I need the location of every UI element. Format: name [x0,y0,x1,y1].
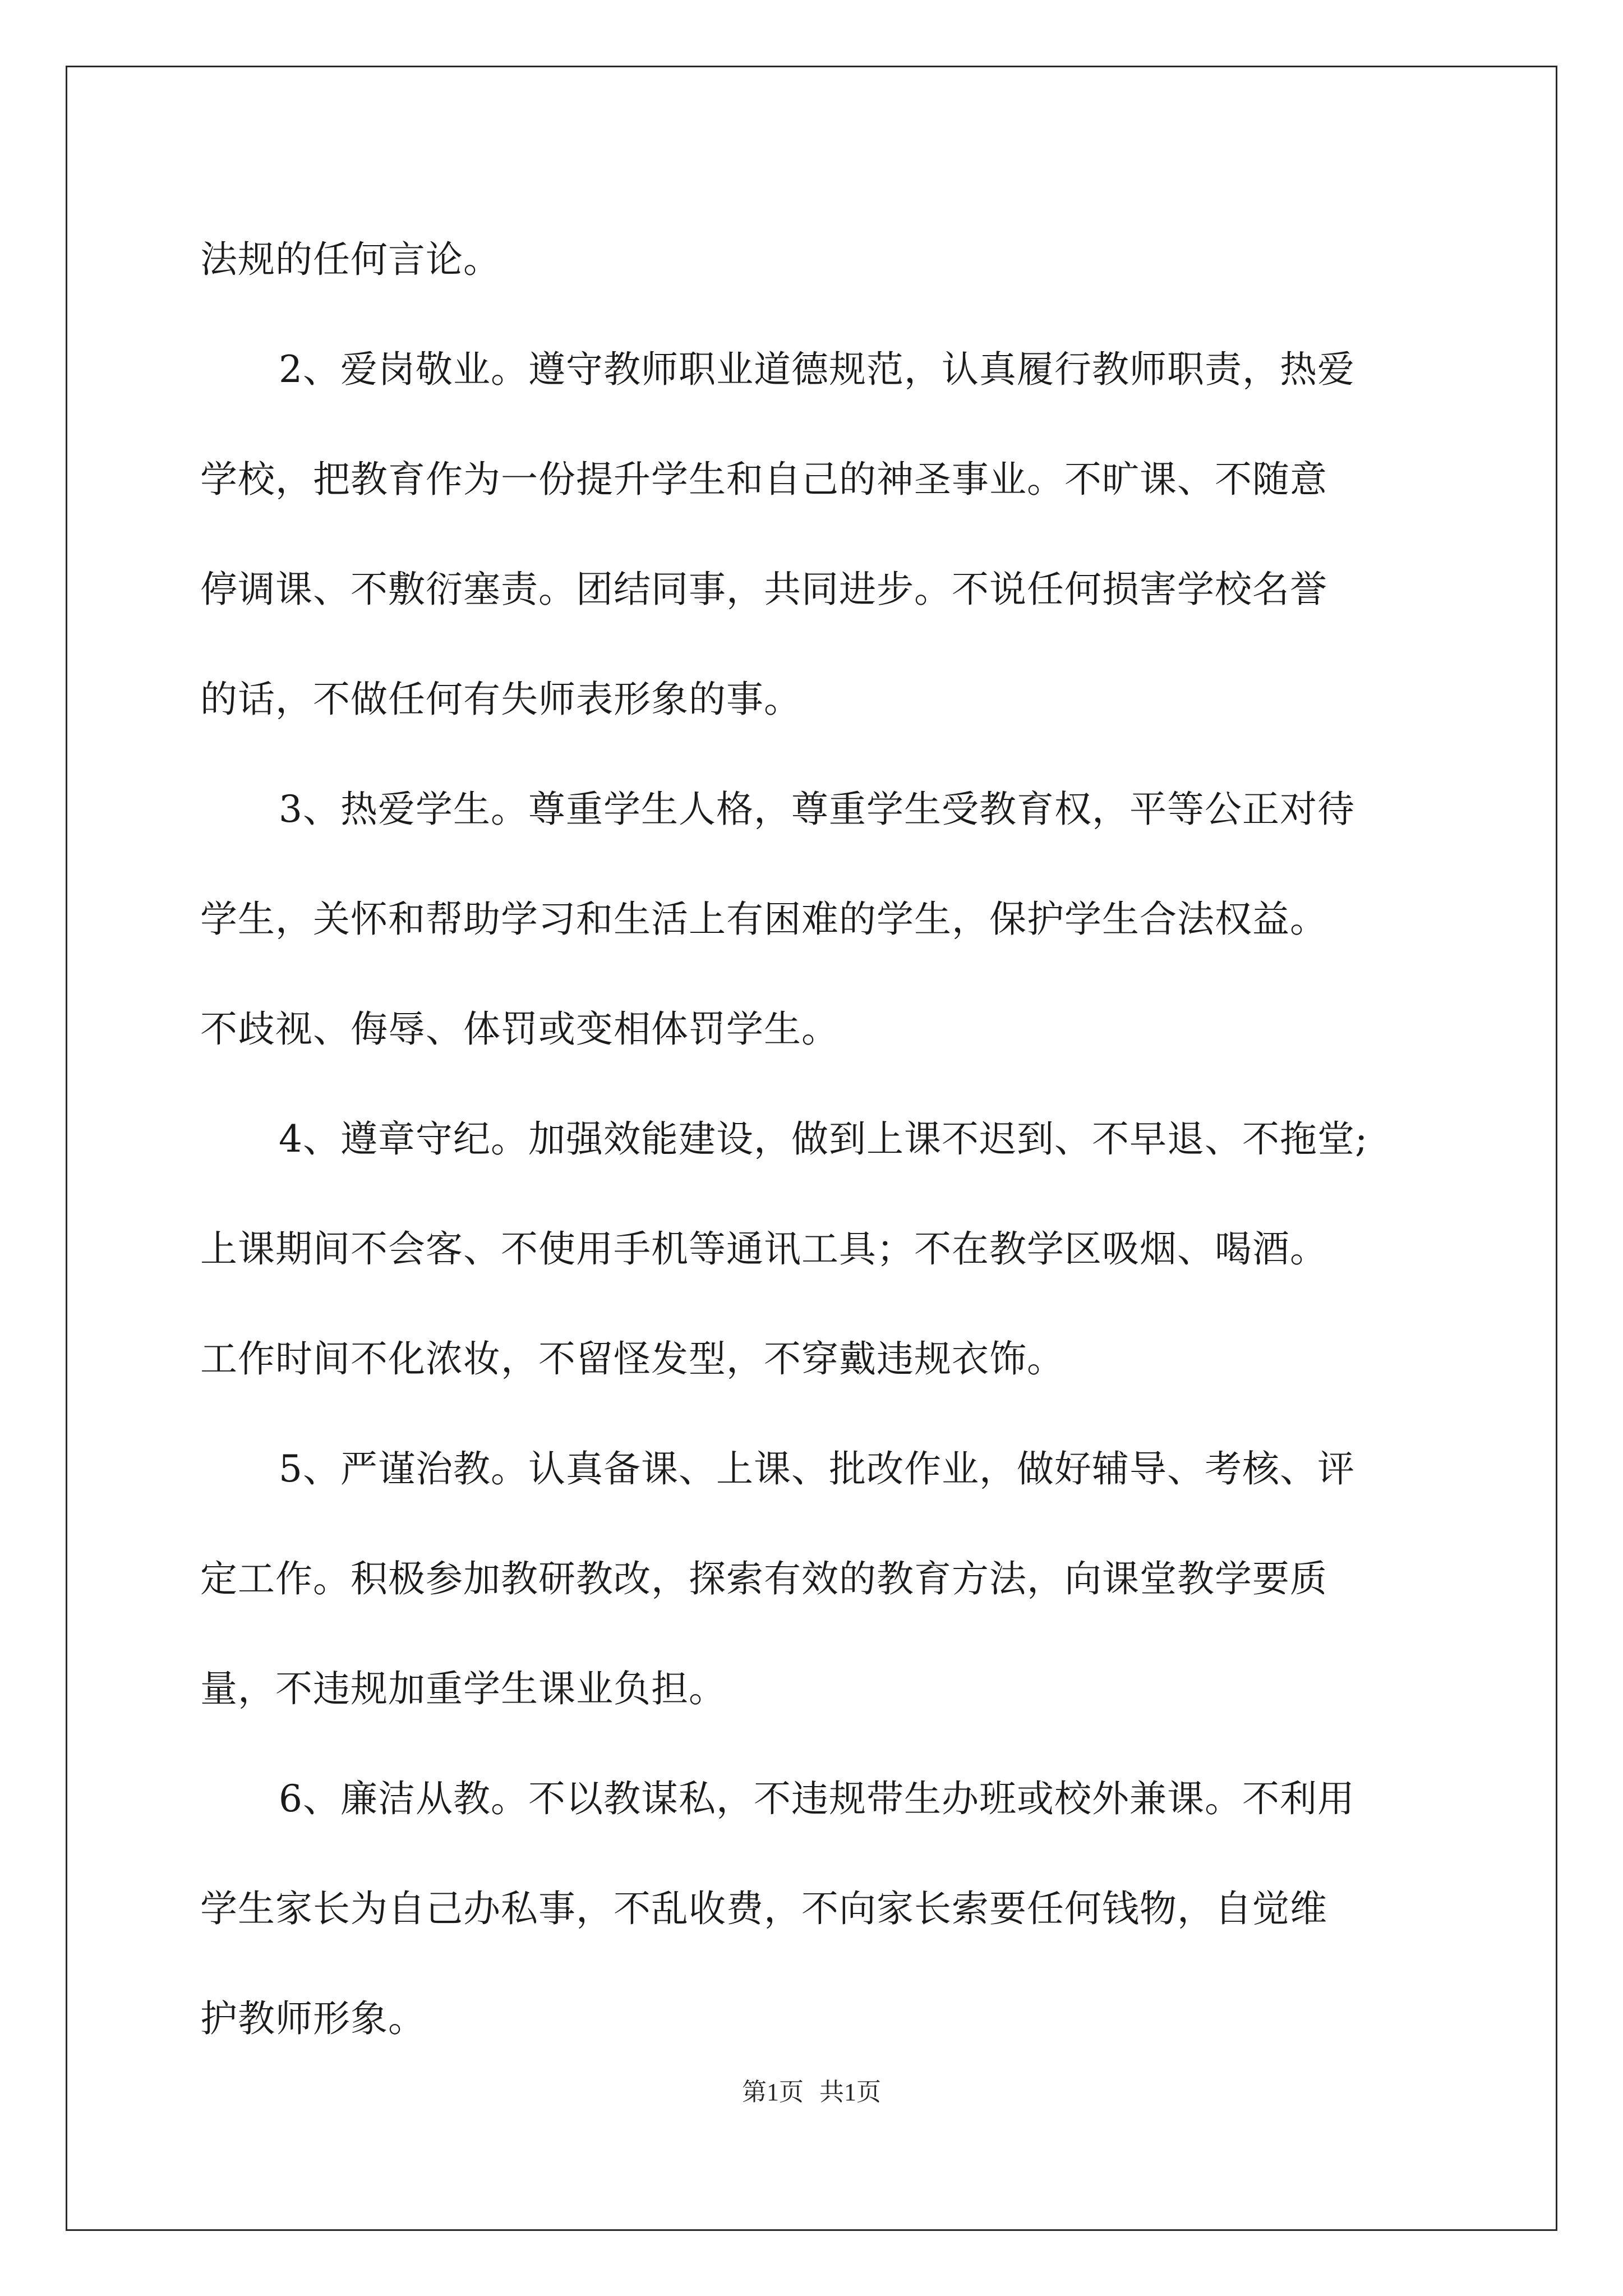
text-line: 学生家长为自己办私事，不乱收费，不向家长索要任何钱物，自觉维 [200,1887,1327,1930]
text-line: 法规的任何言论。 [200,238,501,281]
text-line: 2、爱岗敬业。遵守教师职业道德规范，认真履行教师职责，热爱 [279,348,1355,391]
paragraph-discipline [200,1084,1428,1414]
paragraph-integrity [200,1744,1428,2074]
text-line: 量，不违规加重学生课业负担。 [200,1667,726,1710]
text-line: 6、廉洁从教。不以教谋私，不违规带生办班或校外兼课。不利用 [279,1777,1355,1820]
text-line: 学校，把教育作为一份提升学生和自己的神圣事业。不旷课、不随意 [200,458,1327,501]
page-number: 第1页 [742,2078,804,2106]
text-line: 上课期间不会客、不使用手机等通讯工具；不在教学区吸烟、喝酒。 [200,1227,1327,1271]
text-line: 学生，关怀和帮助学习和生活上有困难的学生，保护学生合法权益。 [200,898,1327,941]
text-line: 停调课、不敷衍塞责。团结同事，共同进步。不说任何损害学校名誉 [200,568,1327,611]
page-footer [0,2076,1623,2109]
text-line: 5、严谨治教。认真备课、上课、批改作业，做好辅导、考核、评 [279,1447,1355,1490]
text-line: 4、遵章守纪。加强效能建设，做到上课不迟到、不早退、不拖堂; [279,1117,1368,1161]
document-body [200,205,1428,2074]
paragraph [200,205,1428,315]
text-line: 不歧视、侮辱、体罚或变相体罚学生。 [200,1007,839,1051]
page-total: 共1页 [819,2078,881,2106]
text-line: 工作时间不化浓妆，不留怪发型，不穿戴违规衣饰。 [200,1337,1064,1381]
paragraph-love-post [200,315,1428,754]
text-line: 定工作。积极参加教研教改，探索有效的教育方法，向课堂教学要质 [200,1557,1327,1600]
paragraph-rigorous-teaching [200,1414,1428,1744]
text-line: 3、热爱学生。尊重学生人格，尊重学生受教育权，平等公正对待 [279,788,1355,831]
text-line: 的话，不做任何有失师表形象的事。 [200,678,801,721]
text-line: 护教师形象。 [200,1997,426,2040]
paragraph-love-students [200,754,1428,1084]
